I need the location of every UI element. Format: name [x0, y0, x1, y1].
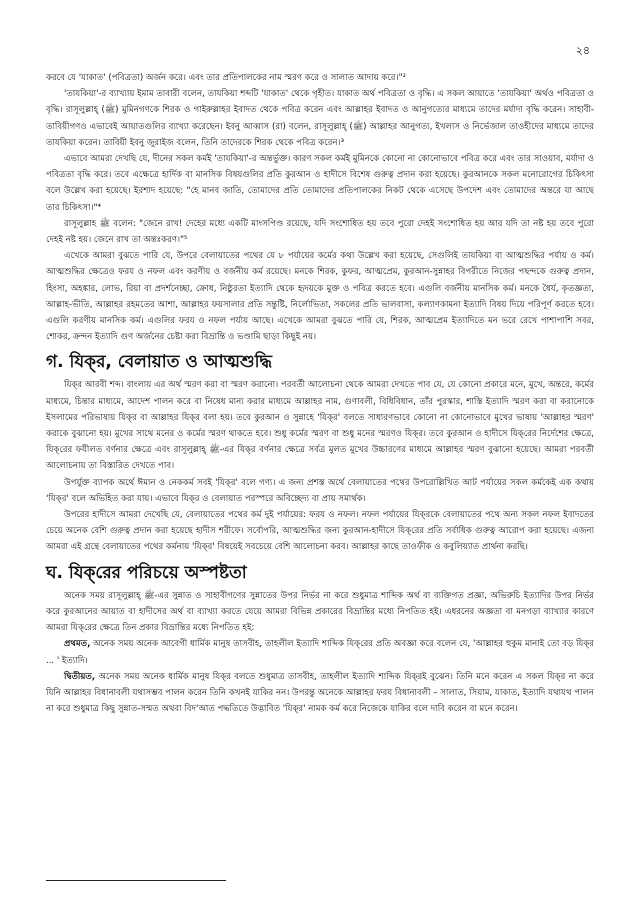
item-label: দ্বিতীয়ত,	[64, 671, 96, 682]
section-heading: গ. যিক্‌র, বেলায়াত ও আত্মশুদ্ধি	[46, 352, 272, 373]
paragraph: এভাবে আমরা দেখছি যে, দীনের সকল কর্মই 'তাযকিয়া'-র অন্তর্ভুক্ত। কারণ সকল কর্মই মুমিনকে কোনো না কোনোভাবে পবিত্র করে এবং তার সাওয়াব, মর্যাদা ও পবিত্রতা বৃদ্ধি করে। তবে এক্ষেত্রে হার্দিক বা মানসিক বিষয়গুলির প্রতি কুরআন ও হাদীসে বিশেষ গুরুত্ব প্রদান করা হয়েছে। কুরআনকে সকল মনোরোগের চিকিৎসা বলে উল্লেখ করা হয়েছে। ইরশাদ হয়েছে: "হে মানব জাতি, তোমাদের প্রতি তোমাদের প্রতিপালকের নিকট থেকে এসেছে উপদেশ এবং তোমাদের অন্তরে যা আছে তার চিকিৎসা।"⁴	[46, 154, 594, 213]
paragraph: এখেকে আমরা বুঝতে পারি যে, উপরে বেলায়াতের পথের যে ৮ পর্যায়ের কর্মের কথা উল্লেখ করা হয়েছে, সেগুলিই তাযকিয়া বা আত্মশুদ্ধির পর্যায় ও কর্ম। আত্মশুদ্ধির ক্ষেত্রেও ফরয ও নফল এবং করণীয় ও বর্জনীয় কর্ম রয়েছে। মনকে শিরক, কুফর, আত্মপ্রেম, কুরআন-সুন্নাহর বিপরীতে নিজের পছন্দকে গুরুত্ব প্রদান, হিংসা, অহঙ্কার, লোভ, রিয়া বা প্রদর্শনেচ্ছা, ক্রোধ, নিষ্ঠুরতা ইত্যাদি থেকে হৃদয়কে মুক্ত ও পবিত্র করতে হবে। এগুলি বর্জনীয় মানসিক কর্ম। মনকে ধৈর্য, কৃতজ্ঞতা, আল্লাহ-ভীতি, আল্লাহর রহমতের আশা, আল্লাহর ফয়সালার প্রতি সন্তুষ্টি, নির্লোভিতা, সকলের প্রতি ভালবাসা, কল্যাণকামনা ইত্যাদি বিষয় দিয়ে পরিপূর্ণ করতে হবে। এগুলি করণীয় মানসিক কর্ম। এগুলির ফরয ও নফল পর্যায় আছে। এখেকে আমরা বুঝতে পারি যে, শিরক, আত্মপ্রেম ইত্যাদিতে মন ভরে রেখে পাশাপাশি সবর, শোকর, ক্রন্দন ইত্যাদি গুণ অর্জনের চেষ্টা করা বিভ্রান্তি ও ভণ্ডামি ছাড়া কিছুই নয়।	[46, 251, 594, 343]
list-item	[46, 669, 594, 718]
paragraph: রাসূলুল্লাহ ﷺ বলেন: "জেনে রাখ! দেহের মধ্যে একটি মাংসপিণ্ড রয়েছে, যদি সংশোধিত হয় তবে পুরো দেহই সংশোধিত হয় আর যদি তা নষ্ট হয় তবে পুরো দেহই নষ্ট হয়। জেনে রাখ তা অন্তঃকরণ।"⁵	[46, 218, 594, 246]
list-item	[46, 636, 594, 668]
page-number: ২৪	[575, 44, 590, 57]
paragraph: 'তাযকিয়া'-র ব্যাখ্যায় ইমাম তাবারী বলেন, তাযকিয়া শব্দটি 'যাকাত' থেকে গৃহীত। যাকাত অর্থ পবিত্রতা ও বৃদ্ধি। এ সকল আয়াতে 'তাযকিয়া' অর্থও পবিত্রতা ও বৃদ্ধি। রাসূলুল্লাহ্ (ﷺ) মুমিনগণকে শিরক ও গাইরুল্লাহর ইবাদত থেকে পবিত্র করেন এবং আল্লাহর ইবাদত ও আনুগত্যের মাধ্যমে তাদের মর্যাদা বৃদ্ধি করেন। সাহাবী-তাবিয়ীগণও এভাবেই আয়াতগুলির ব্যাখ্যা করেছেন। ইবনু আব্বাস (রা) বলেন, রাসূলুল্লাহ্ (ﷺ) আল্লাহর আনুগত্য, ইখলাস ও নির্ভেজাল তাওহীদের মাধ্যমে তাদের তাযকিয়া করেন। তাবিয়ী ইবনু জুরাইজ বলেন, তিনি তাদেরকে শিরক থেকে পবিত্র করেন।³	[46, 89, 594, 148]
paragraph: করবে যে 'যাকাত' (পবিত্রতা) অর্জন করে। এবং তার প্রতিপালকের নাম স্মরণ করে ও সালাত আদায় করে।"²	[46, 73, 406, 83]
paragraph: উপরের হাদীসে আমরা দেখেছি যে, বেলায়াতের পথের কর্ম দুই পর্যায়ের: ফরয ও নফল। নফল পর্যায়ের যিক্‌রকে বেলায়াতের পথে অন্য সকল নফল ইবাদতের চেয়ে অনেক বেশি গুরুত্ব প্রদান করা হয়েছে হাদীস শরীফে। সর্বোপরি, আত্মশুদ্ধির জন্য কুরআন-হাদীসে যিক্‌রের প্রতি সর্বাধিক গুরুত্ব আরোপ করা হয়েছে। এজন্য আমরা এই গ্রন্থে বেলায়াতের পথের কর্মনায় 'যিক্‌র' বিষয়েই সবচেয়ে বেশি আলোচনা করব। আল্লাহর কাছে তাওফীক ও কবুলিয়্যাত প্রার্থনা করছি।	[46, 510, 594, 553]
section-heading: ঘ. যিক্‌রের পরিচয়ে অস্পষ্টতা	[46, 562, 247, 583]
item-label: প্রথমত,	[64, 639, 91, 650]
footnote-divider	[46, 880, 226, 881]
paragraph: যিক্‌র আরবী শব্দ। বাংলায় এর অর্থ স্মরণ করা বা স্মরণ করানো। পরবর্তী আলোচনা থেকে আমরা দেখতে পাব যে, যে কোনো প্রকারে মনে, মুখে, অন্তরে, কর্মের মাধ্যমে, চিন্তার মাধ্যমে, আদেশ পালন করে বা নিষেধ মান্য করার মাধ্যমে আল্লাহর নাম, গুণাবলী, বিধিবিধান, তাঁর পুরস্কার, শাস্তি ইত্যাদি স্মরণ করা বা করানোকে ইসলামের পরিভাষায় যিক্‌র বা আল্লাহর যিক্‌র বলা হয়। তবে কুরআন ও সুন্নাহে 'যিক্‌র' বলতে সাধারণভাবে কোনো না কোনোভাবে মুখের ভাষায় 'আল্লাহর স্মরণ' করাকে বুঝানো হয়। মুখের সাথে মনের ও কর্মের স্মরণ থাকতে হবে। শুধু কর্মের স্মরণ বা শুধু মনের স্মরণও যিক্‌র। তবে কুরআন ও হাদীসে যিক্‌রের নির্দেশের ক্ষেত্রে, যিক্‌রের ফযীলত বর্ণনার ক্ষেত্রে এবং রাসূলুল্লাহ্ ﷺ-এর যিক্‌র বর্ণনার ক্ষেত্রে সর্বত্র মুলত মুখের উচ্চারণের মাধ্যমে আল্লাহর স্মরণ বুঝানো হয়েছে। আমরা পরবর্তী আলোচনায় তা বিস্তারিত দেখতে পাব।	[46, 380, 594, 472]
paragraph: অনেক সময় রাসূলুল্লাহ্ ﷺ-এর সুন্নাত ও সাহাবীগণের সুন্নাতের উপর নির্ভর না করে শুধুমাত্র শাব্দিক অর্থ বা ব্যক্তিগত প্রজ্ঞা, অভিরুচি ইত্যাদির উপর নির্ভর করে কুরআনের আয়াত বা হাদীসের অর্থ বা ব্যাখ্যা করতে যেয়ে আমরা বিভিন্ন প্রকারের বিভ্রান্তির মধ্যে নিপতিত হই। এধরনের অজ্ঞতা বা মনগড়া ব্যাখ্যার কারণে আমরা যিক্‌রের ক্ষেত্রে তিন প্রকার বিভ্রান্তির মধ্যে নিপতিত হই:	[46, 590, 594, 634]
paragraph: উপর্যুক্ত ব্যাপক অর্থে ঈমান ও নেককর্ম সবই 'যিক্‌র' বলে গণ্য। এ জন্য প্রশস্ত অর্থে বেলায়াতের পথের উপরোল্লিখিত আট পর্যায়ের সকল কর্মকেই এক কথায় 'যিক্‌র' বলে অভিহিত করা যায়। এভাবে যিক্‌র ও বেলায়াত পরস্পরে অবিচ্ছেদ্য বা প্রায় সমার্থক।	[46, 477, 594, 504]
page-body	[46, 70, 594, 717]
item-text: অনেক সময় অনেক ধার্মিক মানুষ যিক্‌র বলতে শুধুমাত্র তাসবীহ, তাহলীল ইত্যাদি শাব্দিক যিক্‌রই বুঝেন। তিনি মনে করেন এ সকল যিক্‌র না করে যিনি আল্লাহর বিধানাবলী যথাসম্ভব পালন করেন তিনি কখনই যাকির নন। উপরন্তু অনেকে আল্লাহর ফরয বিধানাবলী – সালাত, সিয়াম, যাকাত, ইত্যাদি যথাযথ পালন না করে শুধুমাত্র কিছু সুন্নাত-সম্মত অথবা বিদ'আত পদ্ধতিতে উদ্ভাবিত 'যিক্‌র' নামক কর্ম করে নিজেকে যাকির বলে দাবি করেন বা মনে করেন।	[46, 671, 594, 715]
item-text: অনেক সময় অনেক আবেগী ধার্মিক মানুষ তাসবীহ, তাহলীল ইত্যাদি শাব্দিক যিক্‌রের প্রতি অবজ্ঞা করে বলেন যে, 'আল্লাহর হুকুম মানাই তো বড় যিক্‌র ... ' ইত্যাদি।	[46, 639, 594, 666]
